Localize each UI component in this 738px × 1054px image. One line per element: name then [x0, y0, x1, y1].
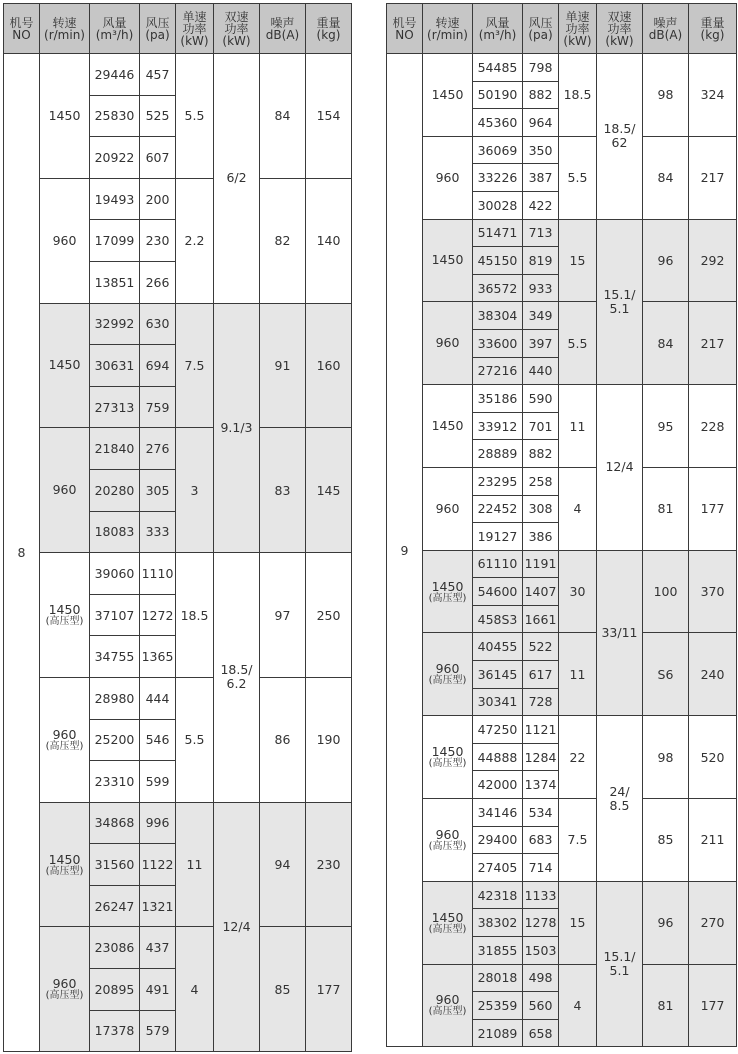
weight-cell: 211: [689, 799, 737, 882]
pressure-cell: 607: [140, 137, 176, 179]
table-row: [387, 799, 737, 827]
pressure-cell: 350: [523, 136, 559, 164]
speed-cell: [40, 802, 90, 927]
pressure-cell: 230: [140, 220, 176, 262]
speed-value: 960: [435, 661, 460, 677]
single-speed-power-cell: 5.5: [176, 677, 214, 802]
col-weight-header: 重量 (kg): [689, 4, 737, 54]
speed-value: 1450: [48, 357, 81, 373]
table-row: [387, 633, 737, 661]
dual-power-line1: 12/4: [222, 918, 251, 934]
airflow-cell: 61110: [473, 550, 523, 578]
weight-cell: 324: [689, 54, 737, 137]
airflow-cell: 34755: [90, 636, 140, 678]
speed-type-note: (高压型): [428, 840, 467, 852]
speed-cell: [423, 302, 473, 385]
pressure-cell: 714: [523, 854, 559, 882]
pressure-cell: 683: [523, 826, 559, 854]
pressure-cell: 728: [523, 688, 559, 716]
speed-cell: [423, 54, 473, 137]
pressure-cell: 200: [140, 178, 176, 220]
weight-cell: 177: [689, 467, 737, 550]
airflow-cell: 31560: [90, 844, 140, 886]
col-weight-header: 重量 (kg): [306, 4, 352, 54]
speed-value: 1450: [48, 602, 81, 618]
speed-value: 960: [435, 169, 460, 185]
speed-cell: [423, 964, 473, 1047]
single-speed-power-cell: 15: [559, 881, 597, 964]
speed-value: 960: [435, 335, 460, 351]
speed-cell: [423, 633, 473, 716]
table-row: [4, 927, 352, 969]
dual-power-line1: 6/2: [226, 170, 247, 186]
speed-type-note: (高压型): [428, 758, 467, 770]
speed-cell: [423, 716, 473, 799]
noise-cell: 82: [260, 178, 306, 303]
noise-cell: 96: [643, 219, 689, 302]
dual-power-line1: 24/: [609, 783, 630, 799]
dual-speed-power-cell: [597, 219, 643, 385]
airflow-cell: 35186: [473, 385, 523, 413]
pressure-cell: 422: [523, 191, 559, 219]
airflow-cell: 23295: [473, 467, 523, 495]
airflow-cell: 34146: [473, 799, 523, 827]
noise-cell: 84: [260, 54, 306, 179]
speed-value: 960: [52, 482, 77, 498]
noise-cell: 81: [643, 467, 689, 550]
table-row: [4, 303, 352, 345]
pressure-cell: 1284: [523, 743, 559, 771]
airflow-cell: 20895: [90, 969, 140, 1011]
airflow-cell: 34868: [90, 802, 140, 844]
pressure-cell: 964: [523, 109, 559, 137]
dual-power-line1: 9.1/3: [220, 419, 253, 435]
dual-power-line1: 12/4: [605, 459, 634, 475]
airflow-cell: 28018: [473, 964, 523, 992]
airflow-cell: 33600: [473, 329, 523, 357]
table-row: [387, 881, 737, 909]
dual-power-line2: 6.2: [226, 676, 247, 692]
single-speed-power-cell: 5.5: [559, 136, 597, 219]
airflow-cell: 21089: [473, 1019, 523, 1047]
speed-type-note: (高压型): [45, 865, 84, 877]
single-speed-power-cell: 3: [176, 428, 214, 553]
pressure-cell: 440: [523, 357, 559, 385]
speed-type-note: (高压型): [428, 923, 467, 935]
pressure-cell: 1191: [523, 550, 559, 578]
airflow-cell: 31855: [473, 937, 523, 965]
airflow-cell: 27405: [473, 854, 523, 882]
pressure-cell: 1121: [523, 716, 559, 744]
pressure-cell: 579: [140, 1010, 176, 1052]
airflow-cell: 20922: [90, 137, 140, 179]
single-speed-power-cell: 7.5: [176, 303, 214, 428]
airflow-cell: 22452: [473, 495, 523, 523]
noise-cell: 98: [643, 716, 689, 799]
weight-cell: 370: [689, 550, 737, 633]
pressure-cell: 1407: [523, 578, 559, 606]
pressure-cell: 437: [140, 927, 176, 969]
airflow-cell: 25200: [90, 719, 140, 761]
dual-speed-power-cell: [214, 553, 260, 803]
col-speed-header: 转速 (r/min): [40, 4, 90, 54]
airflow-cell: 37107: [90, 594, 140, 636]
noise-cell: 94: [260, 802, 306, 927]
pressure-cell: 599: [140, 761, 176, 803]
speed-value: 960: [435, 500, 460, 516]
weight-cell: 177: [306, 927, 352, 1052]
table-row: [387, 54, 737, 82]
single-speed-power-cell: 4: [176, 927, 214, 1052]
weight-cell: 190: [306, 677, 352, 802]
dual-power-line2: 5.1: [609, 300, 630, 316]
single-speed-power-cell: 11: [559, 633, 597, 716]
pressure-cell: 1661: [523, 605, 559, 633]
table-row: [387, 219, 737, 247]
airflow-cell: 28980: [90, 677, 140, 719]
noise-cell: 84: [643, 302, 689, 385]
airflow-cell: 54600: [473, 578, 523, 606]
speed-cell: [40, 428, 90, 553]
weight-cell: 177: [689, 964, 737, 1047]
airflow-cell: 23086: [90, 927, 140, 969]
airflow-cell: 23310: [90, 761, 140, 803]
dual-speed-power-cell: [214, 802, 260, 1052]
weight-cell: 145: [306, 428, 352, 553]
pressure-cell: 534: [523, 799, 559, 827]
single-speed-power-cell: 4: [559, 964, 597, 1047]
weight-cell: 154: [306, 54, 352, 179]
airflow-cell: 17378: [90, 1010, 140, 1052]
airflow-cell: 39060: [90, 553, 140, 595]
noise-cell: 85: [643, 799, 689, 882]
dual-speed-power-cell: [597, 881, 643, 1047]
speed-cell: [423, 467, 473, 550]
table-row: [387, 467, 737, 495]
pressure-cell: 819: [523, 247, 559, 275]
noise-cell: 85: [260, 927, 306, 1052]
speed-value: 1450: [48, 851, 81, 867]
table-row: [387, 302, 737, 330]
noise-cell: 96: [643, 881, 689, 964]
header-row: [4, 4, 352, 54]
single-speed-power-cell: 11: [559, 385, 597, 468]
airflow-cell: 33912: [473, 412, 523, 440]
table-body: [4, 54, 352, 1052]
table-row: [387, 550, 737, 578]
speed-cell: [423, 385, 473, 468]
pressure-cell: 1110: [140, 553, 176, 595]
table-row: [387, 716, 737, 744]
model-number-cell: 8: [4, 54, 40, 1052]
dual-power-line1: 18.5/: [603, 121, 636, 137]
airflow-cell: 45150: [473, 247, 523, 275]
single-speed-power-cell: 18.5: [559, 54, 597, 137]
single-speed-power-cell: 30: [559, 550, 597, 633]
dual-speed-power-cell: [597, 54, 643, 220]
table-row: [4, 178, 352, 220]
airflow-cell: 29446: [90, 54, 140, 96]
airflow-cell: 17099: [90, 220, 140, 262]
pressure-cell: 1272: [140, 594, 176, 636]
airflow-cell: 45360: [473, 109, 523, 137]
airflow-cell: 26247: [90, 885, 140, 927]
airflow-cell: 42318: [473, 881, 523, 909]
col-dual-power-header: 双速 功率 (kW): [597, 4, 643, 54]
dual-speed-power-cell: [214, 303, 260, 553]
pressure-cell: 349: [523, 302, 559, 330]
col-airflow-header: 风量 (m³/h): [473, 4, 523, 54]
col-single-power-header: 单速 功率 (kW): [176, 4, 214, 54]
table-row: [4, 54, 352, 96]
airflow-cell: 30341: [473, 688, 523, 716]
pressure-cell: 397: [523, 329, 559, 357]
col-single-power-header: 单速 功率 (kW): [559, 4, 597, 54]
airflow-cell: 30631: [90, 345, 140, 387]
speed-cell: [40, 927, 90, 1052]
dual-speed-power-cell: [597, 550, 643, 716]
pressure-cell: 305: [140, 469, 176, 511]
col-speed-header: 转速 (r/min): [423, 4, 473, 54]
pressure-cell: 882: [523, 81, 559, 109]
weight-cell: 217: [689, 302, 737, 385]
pressure-cell: 333: [140, 511, 176, 553]
speed-cell: [423, 219, 473, 302]
airflow-cell: 40455: [473, 633, 523, 661]
dual-power-line2: 5.1: [609, 963, 630, 979]
single-speed-power-cell: 18.5: [176, 553, 214, 678]
noise-cell: 100: [643, 550, 689, 633]
pressure-cell: 701: [523, 412, 559, 440]
speed-type-note: (高压型): [45, 990, 84, 1002]
pressure-cell: 759: [140, 386, 176, 428]
speed-value: 1450: [431, 744, 464, 760]
pressure-cell: 798: [523, 54, 559, 82]
single-speed-power-cell: 5.5: [176, 54, 214, 179]
table-row: [4, 802, 352, 844]
speed-value: 960: [435, 992, 460, 1008]
pressure-cell: 498: [523, 964, 559, 992]
table-row: [387, 385, 737, 413]
airflow-cell: 30028: [473, 191, 523, 219]
airflow-cell: 51471: [473, 219, 523, 247]
pressure-cell: 713: [523, 219, 559, 247]
airflow-cell: 21840: [90, 428, 140, 470]
dual-power-line2: 62: [611, 135, 628, 151]
pressure-cell: 630: [140, 303, 176, 345]
speed-value: 1450: [431, 86, 464, 102]
single-speed-power-cell: 22: [559, 716, 597, 799]
speed-value: 1450: [431, 578, 464, 594]
pressure-cell: 522: [523, 633, 559, 661]
weight-cell: 520: [689, 716, 737, 799]
speed-type-note: (高压型): [428, 592, 467, 604]
speed-cell: [423, 799, 473, 882]
pressure-cell: 266: [140, 261, 176, 303]
speed-value: 960: [435, 826, 460, 842]
col-airflow-header: 风量 (m³/h): [90, 4, 140, 54]
dual-power-line1: 15.1/: [603, 286, 636, 302]
speed-cell: [423, 881, 473, 964]
noise-cell: 98: [643, 54, 689, 137]
weight-cell: 160: [306, 303, 352, 428]
speed-value: 1450: [431, 252, 464, 268]
pressure-cell: 1321: [140, 885, 176, 927]
table-row: [387, 964, 737, 992]
pressure-cell: 617: [523, 661, 559, 689]
pressure-cell: 1133: [523, 881, 559, 909]
airflow-cell: 44888: [473, 743, 523, 771]
dual-power-line1: 15.1/: [603, 949, 636, 965]
airflow-cell: 42000: [473, 771, 523, 799]
weight-cell: 230: [306, 802, 352, 927]
pressure-cell: 308: [523, 495, 559, 523]
airflow-cell: 28889: [473, 440, 523, 468]
pressure-cell: 1365: [140, 636, 176, 678]
airflow-cell: 20280: [90, 469, 140, 511]
speed-type-note: (高压型): [45, 616, 84, 628]
pressure-cell: 491: [140, 969, 176, 1011]
airflow-cell: 13851: [90, 261, 140, 303]
airflow-cell: 33226: [473, 164, 523, 192]
speed-value: 1450: [431, 418, 464, 434]
speed-type-note: (高压型): [428, 675, 467, 687]
airflow-cell: 19493: [90, 178, 140, 220]
weight-cell: 292: [689, 219, 737, 302]
dual-power-line1: 18.5/: [220, 662, 253, 678]
col-noise-header: 噪声 dB(A): [260, 4, 306, 54]
speed-value: 1450: [431, 909, 464, 925]
table-row: [387, 136, 737, 164]
pressure-cell: 1278: [523, 909, 559, 937]
speed-cell: [40, 553, 90, 678]
weight-cell: 250: [306, 553, 352, 678]
pressure-cell: 1374: [523, 771, 559, 799]
noise-cell: 84: [643, 136, 689, 219]
airflow-cell: 36145: [473, 661, 523, 689]
noise-cell: 83: [260, 428, 306, 553]
model-number-cell: 9: [387, 54, 423, 1047]
airflow-cell: 19127: [473, 523, 523, 551]
pressure-cell: 386: [523, 523, 559, 551]
pressure-cell: 258: [523, 467, 559, 495]
pressure-cell: 882: [523, 440, 559, 468]
airflow-cell: 36069: [473, 136, 523, 164]
noise-cell: 97: [260, 553, 306, 678]
weight-cell: 270: [689, 881, 737, 964]
pressure-cell: 1503: [523, 937, 559, 965]
speed-cell: [423, 550, 473, 633]
airflow-cell: 458S3: [473, 605, 523, 633]
airflow-cell: 29400: [473, 826, 523, 854]
single-speed-power-cell: 15: [559, 219, 597, 302]
table-body: [387, 54, 737, 1047]
speed-cell: [40, 178, 90, 303]
airflow-cell: 36572: [473, 274, 523, 302]
col-model-header: 机号 NO: [387, 4, 423, 54]
pressure-cell: 546: [140, 719, 176, 761]
pressure-cell: 996: [140, 802, 176, 844]
noise-cell: 86: [260, 677, 306, 802]
pressure-cell: 1122: [140, 844, 176, 886]
noise-cell: S6: [643, 633, 689, 716]
pressure-cell: 444: [140, 677, 176, 719]
airflow-cell: 38304: [473, 302, 523, 330]
weight-cell: 140: [306, 178, 352, 303]
pressure-cell: 457: [140, 54, 176, 96]
pressure-cell: 276: [140, 428, 176, 470]
speed-type-note: (高压型): [45, 740, 84, 752]
dual-power-line1: 33/11: [601, 624, 638, 640]
dual-power-line2: 8.5: [609, 797, 630, 813]
fan-spec-table-left: [3, 3, 352, 1052]
noise-cell: 91: [260, 303, 306, 428]
table-row: [4, 428, 352, 470]
airflow-cell: 47250: [473, 716, 523, 744]
single-speed-power-cell: 4: [559, 467, 597, 550]
col-model-header: 机号 NO: [4, 4, 40, 54]
col-dual-power-header: 双速 功率 (kW): [214, 4, 260, 54]
single-speed-power-cell: 5.5: [559, 302, 597, 385]
single-speed-power-cell: 7.5: [559, 799, 597, 882]
airflow-cell: 54485: [473, 54, 523, 82]
weight-cell: 217: [689, 136, 737, 219]
dual-speed-power-cell: [597, 716, 643, 882]
table-row: [4, 553, 352, 595]
airflow-cell: 32992: [90, 303, 140, 345]
airflow-cell: 38302: [473, 909, 523, 937]
speed-value: 960: [52, 232, 77, 248]
pressure-cell: 658: [523, 1019, 559, 1047]
header-row: [387, 4, 737, 54]
pressure-cell: 387: [523, 164, 559, 192]
speed-value: 1450: [48, 107, 81, 123]
speed-value: 960: [52, 726, 77, 742]
dual-speed-power-cell: [214, 54, 260, 304]
airflow-cell: 50190: [473, 81, 523, 109]
speed-cell: [40, 677, 90, 802]
speed-cell: [40, 303, 90, 428]
pressure-cell: 933: [523, 274, 559, 302]
airflow-cell: 25830: [90, 95, 140, 137]
airflow-cell: 27313: [90, 386, 140, 428]
weight-cell: 240: [689, 633, 737, 716]
pressure-cell: 590: [523, 385, 559, 413]
speed-cell: [40, 54, 90, 179]
noise-cell: 95: [643, 385, 689, 468]
col-pressure-header: 风压 (pa): [523, 4, 559, 54]
weight-cell: 228: [689, 385, 737, 468]
pressure-cell: 525: [140, 95, 176, 137]
fan-spec-table-right: [386, 3, 737, 1047]
airflow-cell: 27216: [473, 357, 523, 385]
pressure-cell: 694: [140, 345, 176, 387]
pressure-cell: 560: [523, 992, 559, 1020]
dual-speed-power-cell: [597, 385, 643, 551]
speed-type-note: (高压型): [428, 1006, 467, 1018]
airflow-cell: 25359: [473, 992, 523, 1020]
col-noise-header: 噪声 dB(A): [643, 4, 689, 54]
airflow-cell: 18083: [90, 511, 140, 553]
table-row: [4, 677, 352, 719]
single-speed-power-cell: 2.2: [176, 178, 214, 303]
speed-cell: [423, 136, 473, 219]
single-speed-power-cell: 11: [176, 802, 214, 927]
noise-cell: 81: [643, 964, 689, 1047]
speed-value: 960: [52, 976, 77, 992]
col-pressure-header: 风压 (pa): [140, 4, 176, 54]
